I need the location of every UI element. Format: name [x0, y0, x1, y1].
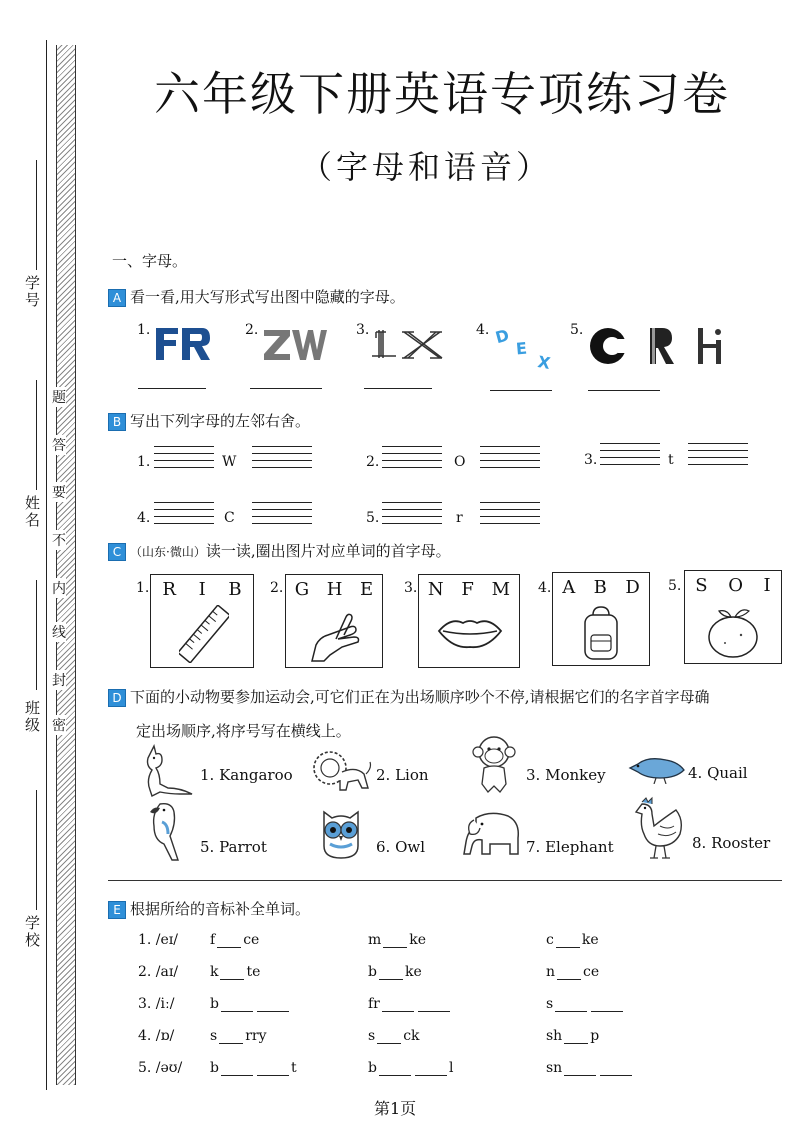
- part-e-instruction: [108, 898, 310, 919]
- word-fill: [546, 1028, 599, 1044]
- letter-blank[interactable]: [600, 1061, 632, 1076]
- word-prefix: b: [210, 1060, 219, 1076]
- word-suffix: p: [590, 1028, 600, 1044]
- svg-text:E: E: [515, 338, 528, 359]
- word-prefix: s: [546, 996, 554, 1012]
- mouth-icon: [437, 615, 503, 651]
- seal-char: 密: [52, 715, 66, 735]
- item-number: 2.: [245, 322, 259, 338]
- animal-label: 4. Quail: [688, 764, 748, 782]
- word-prefix: s: [368, 1028, 376, 1044]
- letter-blank[interactable]: [382, 997, 414, 1012]
- picture-card: [684, 570, 782, 664]
- letter-blank[interactable]: [383, 933, 407, 948]
- svg-text:D: D: [493, 325, 512, 348]
- parrot-icon: [142, 800, 188, 864]
- choice-letter[interactable]: N: [427, 579, 444, 600]
- rooster-icon: [630, 796, 686, 862]
- given-letter: t: [668, 452, 674, 468]
- letter-lines-right[interactable]: [480, 440, 540, 468]
- part-e-tag: E: [108, 901, 126, 919]
- section-heading: 一、字母。: [112, 252, 188, 270]
- letter-lines-right[interactable]: [688, 437, 748, 465]
- letter-blank[interactable]: [591, 997, 623, 1012]
- margin-line: [46, 40, 47, 1090]
- orange-icon: [705, 605, 761, 659]
- section-divider: [108, 880, 782, 881]
- instruction-text: 读一读,圈出图片对应单词的首字母。: [205, 542, 451, 560]
- seal-char: 封: [52, 670, 66, 690]
- word-prefix: m: [368, 932, 382, 948]
- letter-blank[interactable]: [379, 965, 403, 980]
- item-number: 5.: [366, 510, 380, 526]
- word-prefix: n: [546, 964, 556, 980]
- page-number: 第1页: [374, 1099, 417, 1118]
- item-number: 1.: [137, 454, 151, 470]
- answer-blank[interactable]: [138, 388, 206, 389]
- hidden-letters-art: [492, 322, 562, 372]
- instruction-text: 写出下列字母的左邻右舍。: [130, 412, 311, 430]
- letter-blank[interactable]: [564, 1061, 596, 1076]
- animal-label: 3. Monkey: [526, 766, 606, 784]
- letter-blank[interactable]: [219, 1029, 243, 1044]
- source-note: （山东·微山）: [130, 545, 206, 559]
- item-number: 4.: [538, 580, 552, 596]
- word-fill: [210, 1060, 297, 1076]
- letter-lines-right[interactable]: [252, 440, 312, 468]
- answer-blank[interactable]: [250, 388, 322, 389]
- word-suffix: l: [448, 1060, 454, 1076]
- picture-card: [552, 572, 650, 666]
- ruler-icon: [179, 605, 229, 663]
- letter-lines-left[interactable]: [154, 496, 214, 524]
- word-suffix: ke: [409, 932, 427, 948]
- picture-card: [418, 574, 520, 668]
- part-d-instruction-cont: 定出场顺序,将序号写在横线上。: [136, 722, 351, 740]
- word-fill: [210, 1028, 266, 1044]
- letter-blank[interactable]: [379, 1061, 411, 1076]
- choice-letter[interactable]: R: [162, 579, 176, 600]
- item-number: 1.: [136, 580, 150, 596]
- school-blank[interactable]: [36, 790, 37, 910]
- choice-letter[interactable]: I: [198, 579, 206, 600]
- svg-text:X: X: [536, 352, 552, 372]
- letter-blank[interactable]: [418, 997, 450, 1012]
- part-a-instruction: [108, 286, 405, 307]
- part-b-instruction: [108, 410, 310, 431]
- word-prefix: f: [210, 932, 216, 948]
- hidden-letters-art: [154, 322, 212, 364]
- quail-icon: [626, 752, 686, 784]
- choice-letter[interactable]: S: [695, 575, 708, 596]
- letter-lines-left[interactable]: [382, 496, 442, 524]
- letter-blank[interactable]: [257, 1061, 289, 1076]
- phonetic-symbol: 3. /iː/: [138, 996, 175, 1012]
- word-fill: [546, 932, 599, 948]
- word-prefix: fr: [368, 996, 380, 1012]
- monkey-icon: [470, 734, 518, 794]
- letter-blank[interactable]: [221, 997, 253, 1012]
- animal-label: 7. Elephant: [526, 838, 614, 856]
- part-a-tag: A: [108, 289, 126, 307]
- item-number: 2.: [366, 454, 380, 470]
- binding-margin: [0, 0, 90, 1130]
- word-prefix: b: [368, 964, 377, 980]
- item-number: 1.: [137, 322, 151, 338]
- seal-char: 要: [52, 482, 66, 502]
- class-label: 班级: [23, 700, 41, 734]
- given-letter: O: [454, 454, 466, 470]
- hidden-letters-art: [262, 328, 328, 362]
- kangaroo-icon: [140, 744, 196, 800]
- word-fill: [368, 1060, 453, 1076]
- word-fill: [368, 1028, 420, 1044]
- part-c-instruction: [108, 540, 451, 561]
- letter-blank[interactable]: [555, 997, 587, 1012]
- word-suffix: ce: [583, 964, 600, 980]
- instruction-text: 根据所给的音标补全单词。: [130, 900, 311, 918]
- item-number: 4.: [137, 510, 151, 526]
- part-d-instruction: [108, 686, 788, 707]
- picture-card: [150, 574, 254, 668]
- item-number: 2.: [270, 580, 284, 596]
- letter-lines-right[interactable]: [480, 496, 540, 524]
- letter-lines-left[interactable]: [382, 440, 442, 468]
- word-suffix: t: [290, 1060, 297, 1076]
- animal-label: 2. Lion: [376, 766, 429, 784]
- seal-strip: [56, 45, 76, 1085]
- seal-char: 线: [52, 622, 66, 642]
- animal-label: 1. Kangaroo: [200, 766, 293, 784]
- elephant-icon: [460, 806, 524, 858]
- seal-char: 不: [52, 530, 66, 550]
- part-d-tag: D: [108, 689, 126, 707]
- letter-blank[interactable]: [217, 933, 241, 948]
- letter-blank[interactable]: [377, 1029, 401, 1044]
- choice-letter[interactable]: A: [562, 577, 576, 598]
- word-prefix: b: [368, 1060, 377, 1076]
- item-number: 4.: [476, 322, 490, 338]
- word-fill: [210, 964, 260, 980]
- school-label: 学校: [23, 915, 41, 949]
- choice-letter[interactable]: O: [728, 575, 743, 596]
- item-number: 3.: [584, 452, 598, 468]
- letter-lines-left[interactable]: [600, 437, 660, 465]
- part-b-tag: B: [108, 413, 126, 431]
- word-fill: [546, 1060, 634, 1076]
- letter-blank[interactable]: [220, 965, 244, 980]
- seal-char: 题: [52, 387, 66, 407]
- choice-letter[interactable]: G: [294, 579, 310, 600]
- hand-icon: [306, 605, 362, 663]
- choice-letter[interactable]: H: [326, 579, 343, 600]
- number-blank[interactable]: [36, 160, 37, 270]
- choice-letter[interactable]: B: [593, 577, 607, 598]
- word-fill: [368, 964, 422, 980]
- word-prefix: b: [210, 996, 219, 1012]
- answer-blank[interactable]: [490, 390, 552, 391]
- instruction-text: 看一看,用大写形式写出图中隐藏的字母。: [130, 288, 405, 306]
- answer-blank[interactable]: [364, 388, 432, 389]
- letter-lines-left[interactable]: [154, 440, 214, 468]
- word-fill: [546, 996, 625, 1012]
- letter-blank[interactable]: [415, 1061, 447, 1076]
- given-letter: W: [222, 454, 237, 470]
- letter-blank[interactable]: [257, 997, 289, 1012]
- word-prefix: s: [210, 1028, 218, 1044]
- bag-icon: [581, 605, 621, 661]
- word-prefix: sn: [546, 1060, 563, 1076]
- given-letter: C: [224, 510, 235, 526]
- lion-icon: [310, 748, 374, 796]
- word-suffix: ke: [404, 964, 422, 980]
- phonetic-symbol: 5. /əʊ/: [138, 1060, 183, 1076]
- page-subtitle: （字母和语音）: [300, 148, 553, 186]
- phonetic-symbol: 4. /ɒ/: [138, 1028, 175, 1044]
- word-suffix: rry: [245, 1028, 267, 1044]
- number-label: 学号: [23, 275, 41, 309]
- instruction-text: 下面的小动物要参加运动会,可它们正在为出场顺序吵个不停,请根据它们的名字首字母确: [130, 688, 710, 706]
- seal-char: 答: [52, 435, 66, 455]
- animal-label: 6. Owl: [376, 838, 426, 856]
- item-number: 5.: [570, 322, 584, 338]
- choice-letter[interactable]: D: [625, 577, 640, 598]
- word-prefix: c: [546, 932, 554, 948]
- choice-letter[interactable]: B: [228, 579, 242, 600]
- phonetic-symbol: 1. /eɪ/: [138, 932, 179, 948]
- word-suffix: ck: [403, 1028, 420, 1044]
- item-number: 3.: [404, 580, 418, 596]
- word-fill: [368, 932, 426, 948]
- word-fill: [210, 932, 259, 948]
- choice-letter[interactable]: F: [461, 579, 474, 600]
- choice-letter[interactable]: I: [763, 575, 771, 596]
- item-number: 3.: [356, 322, 370, 338]
- seal-char: 内: [52, 578, 66, 598]
- class-blank[interactable]: [36, 580, 37, 690]
- word-fill: [210, 996, 291, 1012]
- animal-label: 8. Rooster: [692, 834, 771, 852]
- page-title: 六年级下册英语专项练习卷: [154, 67, 730, 121]
- animal-label: 5. Parrot: [200, 838, 267, 856]
- given-letter: r: [456, 510, 463, 526]
- letter-blank[interactable]: [556, 933, 580, 948]
- name-blank[interactable]: [36, 380, 37, 490]
- word-fill: [368, 996, 452, 1012]
- letter-lines-right[interactable]: [252, 496, 312, 524]
- word-prefix: sh: [546, 1028, 563, 1044]
- word-suffix: ce: [243, 932, 260, 948]
- hidden-letters-art: [368, 328, 448, 362]
- letter-blank[interactable]: [557, 965, 581, 980]
- name-label: 姓名: [23, 495, 41, 529]
- phonetic-symbol: 2. /aɪ/: [138, 964, 179, 980]
- answer-blank[interactable]: [588, 390, 660, 391]
- hidden-letters-art: [588, 322, 738, 368]
- word-fill: [546, 964, 599, 980]
- owl-icon: [318, 806, 364, 860]
- part-c-tag: C: [108, 543, 126, 561]
- item-number: 5.: [668, 578, 682, 594]
- choice-letter[interactable]: M: [491, 579, 511, 600]
- word-suffix: ke: [581, 932, 599, 948]
- picture-card: [285, 574, 383, 668]
- letter-blank[interactable]: [564, 1029, 588, 1044]
- choice-letter[interactable]: E: [360, 579, 374, 600]
- word-suffix: te: [246, 964, 261, 980]
- word-prefix: k: [210, 964, 219, 980]
- letter-blank[interactable]: [221, 1061, 253, 1076]
